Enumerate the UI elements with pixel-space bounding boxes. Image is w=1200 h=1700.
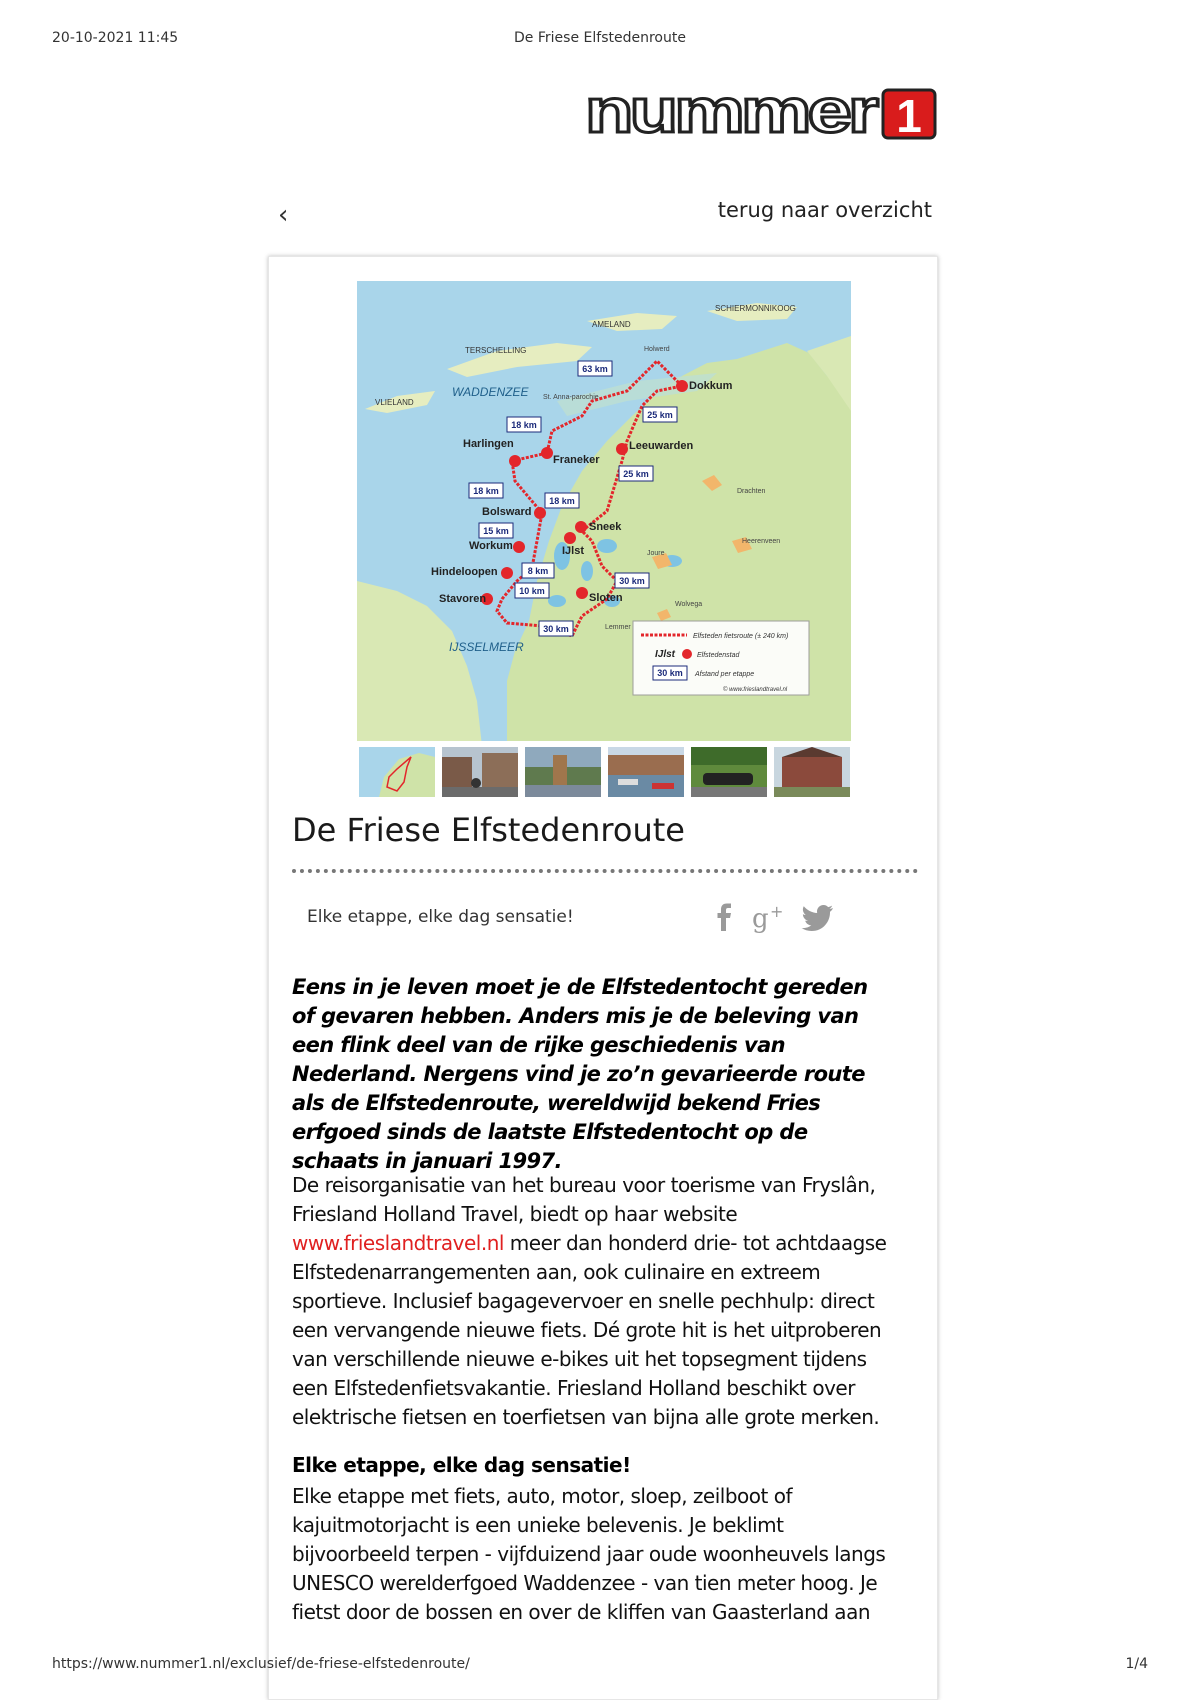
chevron-left-icon[interactable]: ‹ (278, 200, 289, 230)
map-city-hindeloopen: Hindeloopen (431, 566, 498, 578)
map-sea-waddenzee: WADDENZEE (452, 385, 529, 399)
map-distance-tag (515, 583, 549, 598)
thumbnail-photo-town[interactable] (442, 747, 518, 797)
article-lead: Eens in je leven moet je de Elfstedentocht gereden of gevaren hebben. Anders mis je de beleving van een flink deel van de rijke geschiedenis van Nederland. Nergens vind je zo’n gevarieerde route als de Elfstedenroute, wereldwijd bekend Fries erfgoed sinds de laatste Elfstedentocht op de schaats in januari 1997. (292, 975, 868, 1173)
print-footer (52, 1656, 1148, 1676)
thumbnail-map[interactable] (359, 747, 435, 797)
article-card (268, 256, 938, 1700)
map-city-dokkum: Dokkum (689, 380, 733, 392)
map-place-joure: Joure (647, 550, 665, 557)
svg-text:18 km: 18 km (473, 486, 499, 496)
svg-text:15 km: 15 km (483, 526, 509, 536)
svg-text:18 km: 18 km (511, 420, 537, 430)
svg-text:10 km: 10 km (519, 586, 545, 596)
map-place-lemmer: Lemmer (605, 624, 631, 631)
map-distance-tag (469, 483, 503, 498)
svg-text:Elfsteden fietsroute (± 240 km: Elfsteden fietsroute (± 240 km) (693, 633, 789, 640)
map-distance-tag (615, 573, 649, 588)
map-place-holwerd: Holwerd (644, 346, 670, 353)
back-to-overview-link[interactable]: terug naar overzicht (717, 198, 932, 222)
map-place-drachten: Drachten (737, 488, 766, 495)
thumbnail-photo-canal[interactable] (608, 747, 684, 797)
image-thumbnails (359, 747, 851, 797)
facebook-icon[interactable] (704, 897, 744, 937)
map-city-harlingen: Harlingen (463, 438, 514, 450)
map-distance-tag (479, 523, 513, 538)
map-island-ameland: AMELAND (592, 320, 631, 329)
paragraph-1-text-before: De reisorganisatie van het bureau voor toerisme van Fryslân, Friesland Holland Travel, biedt op haar website (292, 1173, 876, 1226)
thumbnail-photo-statue[interactable] (525, 747, 601, 797)
map-distance-tag (522, 563, 554, 578)
paragraph-1-text-after: meer dan honderd drie- tot achtdaagse Elfstedenarrangementen aan, ook culinaire en extreem sportieve. Inclusief bagagevervoer en snelle pechhulp: direct een vervangende nieuwe fiets. Dé grote hit is het uitproberen van verschillende nieuwe e-bikes uit het topsegment tijdens een Elfstedenfietsvakantie. Friesland Holland beschikt over elektrische fietsen en toerfietsen van bijna alle grote merken. (292, 1231, 887, 1429)
elfsteden-route-map[interactable] (357, 281, 851, 741)
logo-text: nummer (585, 86, 879, 142)
svg-text:18 km: 18 km (549, 496, 575, 506)
svg-text:Afstand per etappe: Afstand per etappe (695, 671, 755, 678)
map-distance-tag (643, 407, 677, 422)
map-city-sloten: Sloten (589, 592, 623, 604)
map-island-schiermonnikoog: SCHIERMONNIKOOG (715, 304, 796, 313)
thumbnail-photo-car[interactable] (691, 747, 767, 797)
svg-text:30 km: 30 km (657, 668, 683, 678)
print-header (52, 30, 1148, 50)
map-place-wolvega: Wolvega (675, 601, 703, 608)
section-heading: Elke etappe, elke dag sensatie! (292, 1453, 631, 1477)
map-island-vlieland: VLIELAND (375, 398, 414, 407)
print-page-number: 1/4 (1125, 1656, 1148, 1672)
svg-text:© www.frieslandtravel.nl: © www.frieslandtravel.nl (723, 687, 788, 693)
svg-text:30 km: 30 km (619, 576, 645, 586)
svg-text:25 km: 25 km (647, 410, 673, 420)
map-distance-tag (507, 417, 541, 432)
map-city-bolsward: Bolsward (482, 506, 532, 518)
map-distance-tag (578, 361, 612, 376)
map-distance-tag (539, 621, 573, 636)
article-paragraph-2: Elke etappe met fiets, auto, motor, sloep, zeilboot of kajuitmotorjacht is een unieke belevenis. Je beklimt bijvoorbeeld terpen - vijfduizend jaar oude woonheuvels langs UNESCO werelderfgoed Waddenzee - van tien meter hoog. Je fietst door de bossen en over de kliffen van Gaasterland aan (292, 1484, 886, 1624)
nummer1-logo[interactable] (585, 86, 937, 142)
article-title: De Friese Elfstedenroute (292, 811, 685, 849)
title-divider (292, 869, 918, 873)
thumbnail-photo-building[interactable] (774, 747, 850, 797)
logo-digit: 1 (896, 90, 922, 142)
svg-text:g: g (752, 904, 769, 934)
svg-text:63 km: 63 km (582, 364, 608, 374)
map-distance-tag (619, 466, 653, 481)
svg-text:8 km: 8 km (527, 566, 549, 576)
svg-text:Elfstedenstad: Elfstedenstad (697, 652, 740, 659)
google-plus-icon[interactable] (750, 897, 790, 937)
map-city-franeker: Franeker (553, 454, 600, 466)
svg-text:25 km: 25 km (623, 469, 649, 479)
article-paragraph-1 (292, 1171, 892, 1432)
svg-text:+: + (770, 902, 784, 921)
map-legend (633, 621, 809, 695)
map-city-workum: Workum (469, 540, 513, 552)
print-doc-title: De Friese Elfstedenroute (514, 30, 686, 46)
print-url: https://www.nummer1.nl/exclusief/de-friese-elfstedenroute/ (52, 1656, 470, 1672)
map-city-leeuwarden: Leeuwarden (629, 440, 694, 452)
map-place-st-anna: St. Anna-parochie (543, 394, 599, 401)
svg-text:30 km: 30 km (543, 624, 569, 634)
svg-text:IJlst: IJlst (655, 649, 676, 660)
map-city-sneek: Sneek (589, 521, 622, 533)
map-island-terschelling: TERSCHELLING (465, 346, 527, 355)
map-city-ijlst: IJlst (562, 545, 585, 557)
map-distance-tag (545, 493, 579, 508)
twitter-icon[interactable] (799, 897, 839, 937)
map-place-heerenveen: Heerenveen (742, 538, 781, 545)
map-city-stavoren: Stavoren (439, 593, 487, 605)
article-subtitle: Elke etappe, elke dag sensatie! (307, 907, 574, 927)
map-sea-ijsselmeer: IJSSELMEER (449, 640, 524, 654)
back-nav (268, 196, 932, 232)
frieslandtravel-link[interactable]: www.frieslandtravel.nl (292, 1231, 504, 1255)
print-datetime: 20-10-2021 11:45 (52, 30, 179, 46)
